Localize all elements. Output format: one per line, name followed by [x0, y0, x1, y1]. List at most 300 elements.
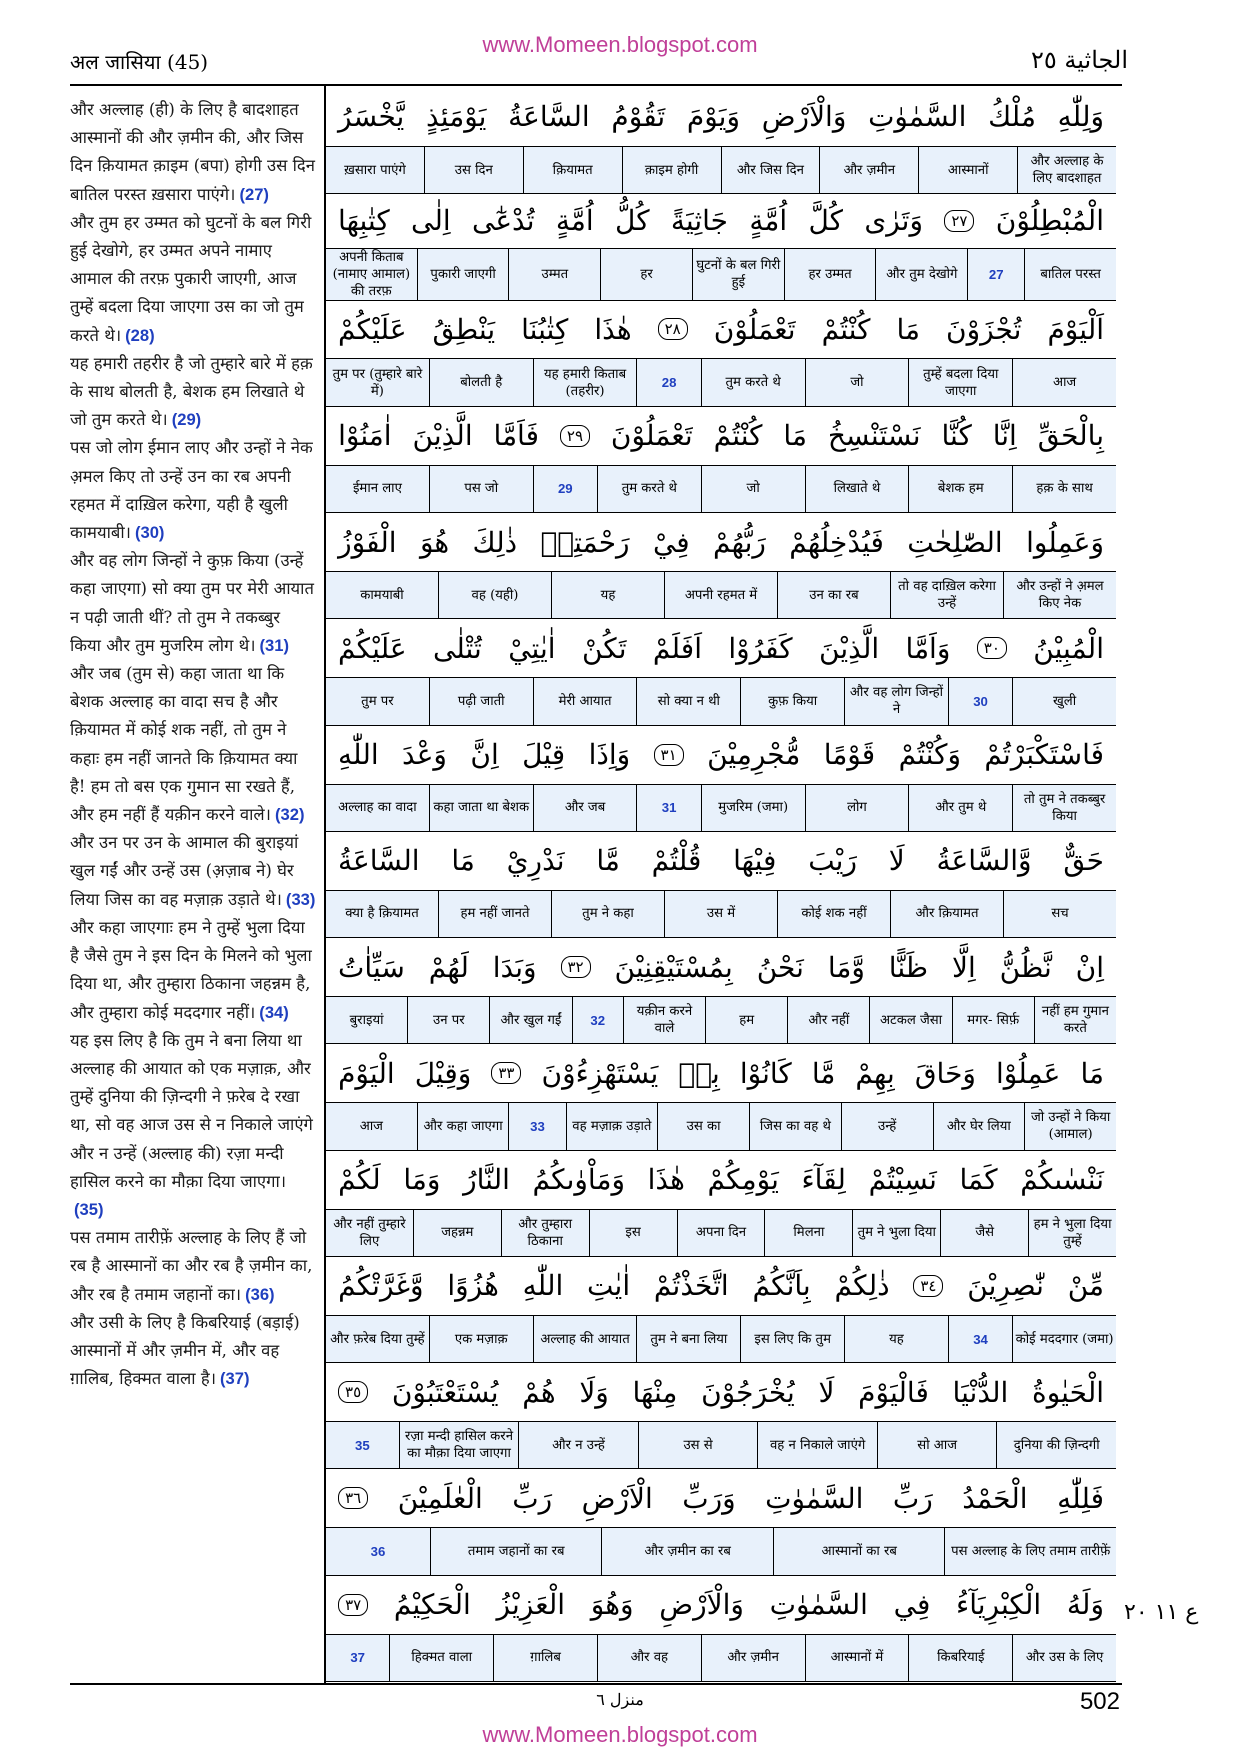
word-meaning-cell: आस्मानों में [805, 1635, 909, 1681]
arabic-word: وَّالسَّاعَةُ [936, 844, 1032, 878]
arabic-word: رَحْمَتِهٖ [540, 525, 630, 559]
word-meaning-cell: और न उन्हें [518, 1422, 638, 1468]
verse-block [326, 301, 1116, 407]
arabic-word: رَيْبَ [808, 844, 857, 878]
word-meaning-cell: लिखाते थे [805, 466, 909, 512]
translation-paragraph: और वह लोग जिन्हों ने कुफ़ किया (उन्हें कहा जाएगा) सो क्या तुम पर मेरी आयात न पढ़ी जाती थीं? तो तुम ने तकब्बुर किया और तुम मुजरिम लोग थे। [70, 551, 314, 655]
translation-row [326, 1315, 1116, 1362]
word-meaning-cell: किबरियाई [908, 1635, 1012, 1681]
word-meaning-cell: जो [701, 466, 805, 512]
word-meaning-cell: मगर- सिर्फ़ [952, 997, 1034, 1043]
translation-row [326, 465, 1116, 512]
arabic-word: رَبِّ [892, 1481, 933, 1515]
word-meaning-cell: और तुम थे [908, 785, 1012, 831]
arabic-word: اُمَّةٍ [749, 204, 788, 238]
arabic-word: كُلَّ [808, 204, 843, 238]
arabic-word: الْمُبْطِلُوْنَ [995, 204, 1104, 238]
verse-number-cell: 29 [533, 466, 597, 512]
word-meaning-cell: कहा जाता था बेशक [429, 785, 533, 831]
word-meaning-cell: हम [705, 997, 787, 1043]
word-meaning-cell: उस दिन [424, 147, 523, 193]
arabic-word: بِالْحَقِّ [1037, 419, 1104, 453]
arabic-line [326, 1151, 1116, 1209]
arabic-word: فَاَمَّا [493, 419, 539, 453]
verse-block [326, 1363, 1116, 1469]
arabic-line [326, 1576, 1116, 1634]
arabic-word: كَانُوْا [739, 1056, 792, 1090]
word-meaning-cell: और वह लोग जिन्हों ने [844, 678, 948, 724]
ayah-marker: ٢٩ [560, 425, 590, 447]
word-meaning-cell: क्या है क़ियामत [345, 906, 419, 922]
word-meaning-cell: वह न निकाले जाएंगे [757, 1422, 877, 1468]
word-meaning-cell: और तुम देखोगे [875, 249, 967, 300]
word-meaning-cell: बेशक हम [908, 466, 1012, 512]
word-meaning-cell: हिक्मत वाला [389, 1635, 493, 1681]
verse-number: (31) [259, 635, 290, 655]
arabic-line [326, 832, 1116, 890]
word-meaning-cell: खुली [1012, 678, 1116, 724]
arabic-word: اُمَّةٍ [555, 204, 594, 238]
verse-number: (27) [239, 184, 269, 204]
arabic-word: كُلُّ [615, 204, 650, 238]
arabic-word: مِنْهَا [632, 1375, 678, 1409]
arabic-line [326, 407, 1116, 465]
word-meaning-cell: तुम करते थे [597, 466, 701, 512]
verse-number: (29) [171, 410, 202, 430]
translation-row [326, 1527, 1116, 1574]
verse-block [326, 1469, 1116, 1575]
arabic-line [326, 1363, 1116, 1421]
word-meaning-cell: घुटनों के बल गिरी हुई [692, 249, 784, 300]
arabic-line [326, 1044, 1116, 1102]
arabic-word: وَّمَا [827, 950, 865, 984]
ayah-marker: ٣٠ [977, 637, 1007, 659]
word-meaning-cell: हक़ के साथ [1012, 466, 1116, 512]
arabic-word: السَّمٰوٰتِ [765, 1481, 864, 1515]
word-meaning-cell: और अल्लाह के लिए बादशाहत [1017, 147, 1116, 193]
word-meaning-cell: कुफ़ किया [740, 678, 844, 724]
translation-row [326, 996, 1116, 1043]
word-meaning-cell: तो वह दाख़िल करेगा उन्हें [890, 572, 1003, 618]
word-meaning-cell: एक मज़ाक़ [429, 1316, 533, 1362]
word-meaning-cell: तुम ने भुला दिया [852, 1210, 940, 1256]
word-meaning-cell: आस्मानों [918, 147, 1017, 193]
ayah-marker: ٣٢ [561, 956, 591, 978]
arabic-word: تَعْمَلُوْنَ [713, 312, 796, 346]
word-meaning-cell: उस का [657, 1103, 749, 1149]
arabic-word: نّٰصِرِيْنَ [967, 1269, 1044, 1303]
word-meaning-cell: यक़ीन करने वाले [623, 997, 705, 1043]
word-meaning-cell: ख़सारा पाएंगे [344, 162, 406, 178]
arabic-word: كَفَرُوْا [728, 631, 793, 665]
arabic-word: وَاِذَا [588, 738, 631, 772]
word-meaning-cell: वह (यही) [438, 572, 551, 618]
arabic-word: الْكِبْرِيَآءُ [956, 1588, 1042, 1622]
verse-block [326, 1151, 1116, 1257]
word-meaning-cell: हम नहीं जानते [438, 891, 551, 937]
arabic-word: كُنَّا [941, 419, 972, 453]
arabic-line [326, 726, 1116, 784]
translation-paragraph: यह इस लिए है कि तुम ने बना लिया था अल्लाह की आयात को एक मज़ाक़, और तुम्हें दुनिया की ज़िन्दगी ने फ़रेब दे रखा था, सो वह आज उस से न निकाले जाएंगे और न उन्हें (अल्लाह की) रज़ा मन्दी हासिल करने का मौक़ा दिया जाएगा। [70, 1030, 313, 1191]
arabic-word: وَقِيْلَ [414, 1056, 472, 1090]
arabic-word: لَا [888, 844, 905, 878]
word-meaning-cell: सो क्या न थी [636, 678, 740, 724]
arabic-word: هُمْ [522, 1375, 556, 1409]
arabic-word: مُّجْرِمِيْنَ [707, 738, 801, 772]
arabic-word: وَتَرٰى [864, 204, 923, 238]
juz-title-arabic: الجاثية ٢٥ [1031, 46, 1128, 74]
arabic-word: عَمِلُوْا [995, 1056, 1061, 1090]
word-meaning-cell: उन का रब [777, 572, 890, 618]
arabic-line [326, 301, 1116, 359]
verse-number: (32) [274, 805, 305, 825]
manzil-label: منزل ٦ [596, 1690, 644, 1709]
word-meaning-cell: और क़ियामत [890, 891, 1003, 937]
ayah-marker: ٢٧ [944, 210, 974, 232]
word-meaning-cell: और कहा जाएगा [417, 1103, 509, 1149]
verse-number-cell: 35 [355, 1437, 370, 1453]
arabic-word: وَعَمِلُوا [1026, 525, 1104, 559]
ayah-marker: ٣٥ [338, 1381, 368, 1403]
arabic-word: كِتٰبِهَا [338, 204, 390, 238]
verse-number: (37) [219, 1369, 250, 1389]
word-meaning-cell: जिस का वह थे [749, 1103, 841, 1149]
arabic-word: الدُّنْيَا [952, 1375, 1009, 1409]
translation-paragraph: और तुम हर उम्मत को घुटनों के बल गिरी हुई देखोगे, हर उम्मत अपने नामाए आमाल की तरफ़ पुकारी जाएगी, आज तुम्हें बदला दिया जाएगा उस का जो तुम करते थे। [70, 212, 312, 345]
word-by-word-grid [326, 88, 1116, 1682]
arabic-word: اٰيٰتِيْ [508, 631, 556, 665]
word-meaning-cell: उन पर [407, 997, 489, 1043]
arabic-word: السَّاعَةُ [508, 100, 590, 134]
word-meaning-cell: और ज़मीन का रब [601, 1528, 773, 1574]
arabic-word: اللّٰهِ [522, 1269, 564, 1303]
translation-row [326, 890, 1116, 937]
verse-number: (34) [259, 1002, 289, 1022]
word-meaning-cell: तमाम जहानों का रब [430, 1528, 602, 1574]
word-meaning-cell: तुम ने कहा [551, 891, 664, 937]
translation-row [326, 1102, 1116, 1149]
translation-row [326, 1421, 1116, 1468]
word-meaning-cell: अपना दिन [677, 1210, 765, 1256]
arabic-word: ذٰلِكُمْ [834, 1269, 890, 1303]
verse-block [326, 1576, 1116, 1682]
word-meaning-cell: इस लिए कि तुम [740, 1316, 844, 1362]
arabic-word: السَّمٰوٰتِ [769, 1588, 868, 1622]
verse-number-cell: 34 [948, 1316, 1012, 1362]
word-meaning-cell: तुम ने बना लिया [636, 1316, 740, 1362]
word-meaning-cell: मुजरिम (जमा) [701, 785, 805, 831]
word-meaning-cell: तो तुम ने तकब्बुर किया [1012, 785, 1116, 831]
arabic-word: جَاثِيَةً [670, 204, 728, 238]
arabic-word: يَسْتَهْزِءُوْنَ [541, 1056, 659, 1090]
arabic-word: وَرَبِّ [682, 1481, 736, 1515]
verse-number: (35) [74, 1199, 104, 1219]
surah-title-hindi: अल जासिया (45) [70, 50, 209, 74]
arabic-word: وَالْاَرْضِ [659, 1588, 744, 1622]
arabic-word: سَيِّاٰتُ [338, 950, 405, 984]
arabic-word: لِقَآءَ [801, 1163, 846, 1197]
arabic-line [326, 1469, 1116, 1527]
arabic-word: يُخْرَجُوْنَ [701, 1375, 795, 1409]
arabic-word: نَسْتَنْسِخُ [827, 419, 921, 453]
arabic-word: تُجْزَوْنَ [946, 312, 1022, 346]
verse-block [326, 938, 1116, 1044]
arabic-word: بِمُسْتَيْقِنِيْنَ [614, 950, 733, 984]
verse-block [326, 88, 1116, 194]
ruku-marker: ع ١١ ٢٠ [1124, 1600, 1199, 1625]
verse-block [326, 1044, 1116, 1150]
arabic-word: الْحَكِيْمُ [393, 1588, 471, 1622]
word-meaning-cell: पस अल्लाह के लिए तमाम तारीफ़ें [944, 1528, 1116, 1574]
verse-number-cell: 27 [967, 249, 1024, 300]
verse-number-cell: 28 [636, 359, 700, 405]
page-number: 502 [1079, 1688, 1120, 1715]
arabic-word: الْعٰلَمِيْنَ [397, 1481, 483, 1515]
arabic-word: لَا [818, 1375, 835, 1409]
word-meaning-cell: और जब [533, 785, 637, 831]
arabic-word: هُزُوًا [447, 1269, 499, 1303]
arabic-word: مَّا [811, 1056, 836, 1090]
word-meaning-cell: उस में [664, 891, 777, 937]
word-meaning-cell: रज़ा मन्दी हासिल करने का मौक़ा दिया जाएगा [399, 1422, 519, 1468]
arabic-word: وَمَاْوٰىكُمُ [532, 1163, 625, 1197]
arabic-word: ظَنًّا [888, 950, 929, 984]
verse-block [326, 407, 1116, 513]
arabic-word: فَلِلّٰهِ [1057, 1481, 1104, 1515]
word-meaning-cell: और ज़मीन [819, 147, 918, 193]
arabic-word: اٰمَنُوْا [338, 419, 392, 453]
arabic-word: تَعْمَلُوْنَ [610, 419, 693, 453]
word-meaning-cell: क़ाइम होगी [622, 147, 721, 193]
translation-paragraph: यह हमारी तहरीर है जो तुम्हारे बारे में हक़ के साथ बोलती है, बेशक हम लिखाते थे जो तुम करते थे। [70, 353, 313, 430]
ayah-marker: ٢٨ [658, 318, 688, 340]
word-meaning-cell: इस [589, 1210, 677, 1256]
translation-column [70, 96, 316, 1393]
arabic-word: مُلْكُ [988, 100, 1036, 134]
translation-paragraph: और उसी के लिए है किबरियाई (बड़ाई) आस्मानों में और ज़मीन में, और वह ग़ालिब, हिक्मत वाला है। [70, 1312, 300, 1389]
word-meaning-cell: और तुम्हारा ठिकाना [501, 1210, 589, 1256]
arabic-word: الْيَوْمَ [338, 1056, 395, 1090]
arabic-word: كُنْتُمْ [821, 312, 871, 346]
arabic-word: قِيْلَ [522, 738, 566, 772]
arabic-word: لَهُمْ [428, 950, 469, 984]
arabic-word: وَحَاقَ [914, 1056, 976, 1090]
bottom-rule [70, 1683, 1122, 1685]
word-meaning-cell: तुम्हें बदला दिया जाएगा [908, 359, 1012, 405]
word-meaning-cell: और उन्हों ने अ़मल किए नेक [1003, 572, 1116, 618]
arabic-line [326, 1257, 1116, 1315]
word-meaning-cell: बोलती है [429, 359, 533, 405]
arabic-word: السَّاعَةُ [338, 844, 420, 878]
word-meaning-cell: कोई मददगार (जमा) [1012, 1316, 1116, 1362]
word-meaning-cell: कोई शक नहीं [777, 891, 890, 937]
top-rule [70, 84, 1122, 86]
word-meaning-cell: यह हमारी किताब (तहरीर) [533, 359, 637, 405]
word-meaning-cell: अल्लाह का वादा [338, 800, 417, 816]
arabic-word: وَّغَرَّتْكُمُ [338, 1269, 424, 1303]
ayah-marker: ٣٤ [913, 1275, 943, 1297]
arabic-word: وَهُوَ [590, 1588, 634, 1622]
arabic-word: بِهِمْ [855, 1056, 895, 1090]
translation-row [326, 1209, 1116, 1256]
arabic-word: الصّٰلِحٰتِ [907, 525, 1003, 559]
verse-block [326, 726, 1116, 832]
arabic-word: نَّظُنُّ [999, 950, 1052, 984]
verse-block [326, 194, 1116, 300]
arabic-word: ذٰلِكَ [472, 525, 518, 559]
word-meaning-cell: ईमान लाए [352, 481, 402, 497]
word-meaning-cell: वह मज़ाक़ उड़ाते [566, 1103, 658, 1149]
arabic-word: يُسْتَعْتَبُوْنَ [391, 1375, 499, 1409]
arabic-word: لَكُمْ [338, 1163, 381, 1197]
word-meaning-cell: बातिल परस्त [1024, 249, 1116, 300]
arabic-word: مَا [896, 312, 920, 346]
word-meaning-cell: पढ़ी जाती [429, 678, 533, 724]
word-meaning-cell: तुम करते थे [701, 359, 805, 405]
word-meaning-cell: उम्मत [508, 249, 600, 300]
arabic-word: اتَّخَذْتُمْ [653, 1269, 729, 1303]
arabic-word: وَالْاَرْضِ [761, 100, 847, 134]
arabic-word: هٰذَا [647, 1163, 685, 1197]
arabic-word: الْمُبِيْنُ [1033, 631, 1104, 665]
ayah-marker: ٣٧ [338, 1594, 368, 1616]
word-meaning-cell: और नहीं [787, 997, 869, 1043]
verse-number-cell: 37 [350, 1650, 365, 1666]
word-meaning-cell: ग़ालिब [493, 1635, 597, 1681]
arabic-word: كَمَا [959, 1163, 998, 1197]
word-meaning-cell: नहीं हम गुमान करते [1034, 997, 1116, 1043]
translation-paragraph: और कहा जाएगाः हम ने तुम्हें भुला दिया है जैसे तुम ने इस दिन के मिलने को भुला दिया था, और तुम्हारा ठिकाना जहन्नम है, और तुम्हारा कोई मददगार नहीं। [70, 917, 312, 1022]
arabic-word: بِاَنَّكُمُ [752, 1269, 811, 1303]
word-meaning-cell: और फ़रेब दिया तुम्हें [330, 1331, 425, 1347]
arabic-line [326, 938, 1116, 996]
word-meaning-cell: मेरी आयात [533, 678, 637, 724]
word-meaning-cell: अपनी रहमत में [664, 572, 777, 618]
arabic-word: يَنْطِقُ [432, 312, 496, 346]
word-meaning-cell: लोग [805, 785, 909, 831]
word-meaning-cell: तुम पर (तुम्हारे बारे में) [332, 366, 423, 399]
arabic-word: قُلْتُمْ [651, 844, 702, 878]
footer-url[interactable]: www.Momeen.blogspot.com [482, 1722, 758, 1747]
arabic-word: وَاَمَّا [905, 631, 951, 665]
arabic-word: السَّمٰوٰتِ [868, 100, 967, 134]
arabic-word: الْعَزِيْزُ [496, 1588, 566, 1622]
word-meaning-cell: यह [551, 572, 664, 618]
arabic-word: اللّٰهِ [338, 738, 379, 772]
arabic-word: بِهٖ [678, 1056, 720, 1090]
translation-row [326, 677, 1116, 724]
arabic-word: اَفَلَمْ [652, 631, 702, 665]
translation-paragraph: पस तमाम तारीफ़ें अल्लाह के लिए हैं जो रब है आस्मानों का और रब है ज़मीन का, और रब है तमाम जहानों का। [70, 1228, 313, 1304]
word-meaning-cell: क़ियामत [523, 147, 622, 193]
arabic-word: تُتْلٰى [432, 631, 482, 665]
word-meaning-cell: मिलना [764, 1210, 852, 1256]
word-meaning-cell: और जिस दिन [721, 147, 820, 193]
word-meaning-cell: और खुल गईं [489, 997, 571, 1043]
arabic-word: هٰذَا [594, 312, 632, 346]
arabic-line [326, 194, 1116, 247]
word-meaning-cell: पस जो [429, 466, 533, 512]
arabic-word: الَّذِيْنَ [412, 419, 473, 453]
word-meaning-cell: हम ने भुला दिया तुम्हें [1028, 1210, 1116, 1256]
ayah-marker: ٣٣ [491, 1062, 521, 1084]
header-url[interactable]: www.Momeen.blogspot.com [482, 32, 758, 57]
word-meaning-cell: अपनी किताब (नामाए आमाल) की तरफ़ [332, 249, 411, 299]
translation-paragraph: और अल्लाह (ही) के लिए है बादशाहत आस्मानों की और ज़मीन की, और जिस दिन क़ियामत क़ाइम (बपा) होगी उस दिन बातिल परस्त ख़सारा पाएंगे। [70, 100, 315, 204]
arabic-word: تَكُنْ [581, 631, 627, 665]
arabic-word: نَنْسٰىكُمْ [1020, 1163, 1104, 1197]
word-meaning-cell: उन्हें [841, 1103, 933, 1149]
arabic-word: تُدْعٰٓى [472, 204, 535, 238]
arabic-word: قَوْمًا [823, 738, 876, 772]
verse-block [326, 619, 1116, 725]
arabic-word: وَلَهُ [1066, 1588, 1104, 1622]
arabic-word: نَدْرِيْ [506, 844, 565, 878]
verse-number: (33) [285, 889, 316, 909]
word-meaning-cell: उस से [638, 1422, 758, 1468]
verse-number-cell: 31 [636, 785, 700, 831]
arabic-word: مَا [783, 419, 807, 453]
arabic-word: وَكُنْتُمْ [898, 738, 961, 772]
word-meaning-cell: सो आज [877, 1422, 997, 1468]
arabic-word: فَيُدْخِلُهُمْ [789, 525, 884, 559]
arabic-word: نَسِيْتُمْ [868, 1163, 937, 1197]
translation-paragraph: और जब (तुम से) कहा जाता था कि बेशक अल्लाह का वादा सच है और क़ियामत में कोई शक नहीं, तो तुम ने कहाः हम नहीं जानते कि क़ियामत क्या है! हम तो बस एक गुमान सा रखते हैं, और हम नहीं हैं यक़ीन करने वाले। [70, 664, 298, 825]
translation-row [326, 146, 1116, 193]
arabic-word: فِي [893, 1588, 931, 1622]
arabic-word: اِنَّا [992, 419, 1017, 453]
arabic-line [326, 88, 1116, 146]
word-meaning-cell: और ज़मीन [701, 1635, 805, 1681]
word-meaning-cell: सच [1003, 891, 1116, 937]
arabic-word: رَبِّ [512, 1481, 553, 1515]
word-meaning-cell: और घेर लिया [933, 1103, 1025, 1149]
arabic-word: الْحَمْدُ [962, 1481, 1028, 1515]
arabic-word: يَوْمِكُمْ [707, 1163, 779, 1197]
verse-number: (28) [125, 325, 155, 345]
verse-number-cell: 32 [572, 997, 623, 1043]
verse-number-cell: 33 [508, 1103, 565, 1149]
word-meaning-cell: अल्लाह की आयात [533, 1316, 637, 1362]
translation-row [326, 248, 1116, 300]
word-meaning-cell: आज [359, 1118, 383, 1134]
arabic-word: مِّنْ [1067, 1269, 1104, 1303]
arabic-word: عَلَيْكُمْ [338, 312, 407, 346]
arabic-word: اٰيٰتِ [587, 1269, 631, 1303]
arabic-word: وَلِلّٰهِ [1057, 100, 1104, 134]
verse-block [326, 1257, 1116, 1363]
arabic-word: فَاسْتَكْبَرْتُمْ [984, 738, 1104, 772]
translation-row [326, 1634, 1116, 1681]
arabic-word: فِيْ [652, 525, 690, 559]
word-meaning-cell: जहन्नम [413, 1210, 501, 1256]
arabic-word: يَوْمَئِذٍ [426, 100, 487, 134]
arabic-line [326, 619, 1116, 677]
verse-number: (36) [245, 1284, 275, 1304]
arabic-word: النَّارُ [463, 1163, 510, 1197]
arabic-word: نَحْنُ [756, 950, 804, 984]
word-meaning-cell: हर [600, 249, 692, 300]
word-meaning-cell: आस्मानों का रब [773, 1528, 945, 1574]
arabic-word: اِلَّا [951, 950, 976, 984]
word-meaning-cell: अटकल जैसा [869, 997, 951, 1043]
arabic-word: الْاَرْضِ [581, 1481, 653, 1515]
word-meaning-cell: तुम पर [361, 693, 394, 709]
arabic-word: اِنْ [1075, 950, 1104, 984]
arabic-word: الْحَيٰوةُ [1032, 1375, 1104, 1409]
translation-paragraph: और उन पर उन के आमाल की बुराइयां खुल गईं और उन्हें उस (अ़ज़ाब ने) घेर लिया जिस का वह मज़ाक़ उड़ाते थे। [70, 833, 299, 909]
translation-row [326, 784, 1116, 831]
